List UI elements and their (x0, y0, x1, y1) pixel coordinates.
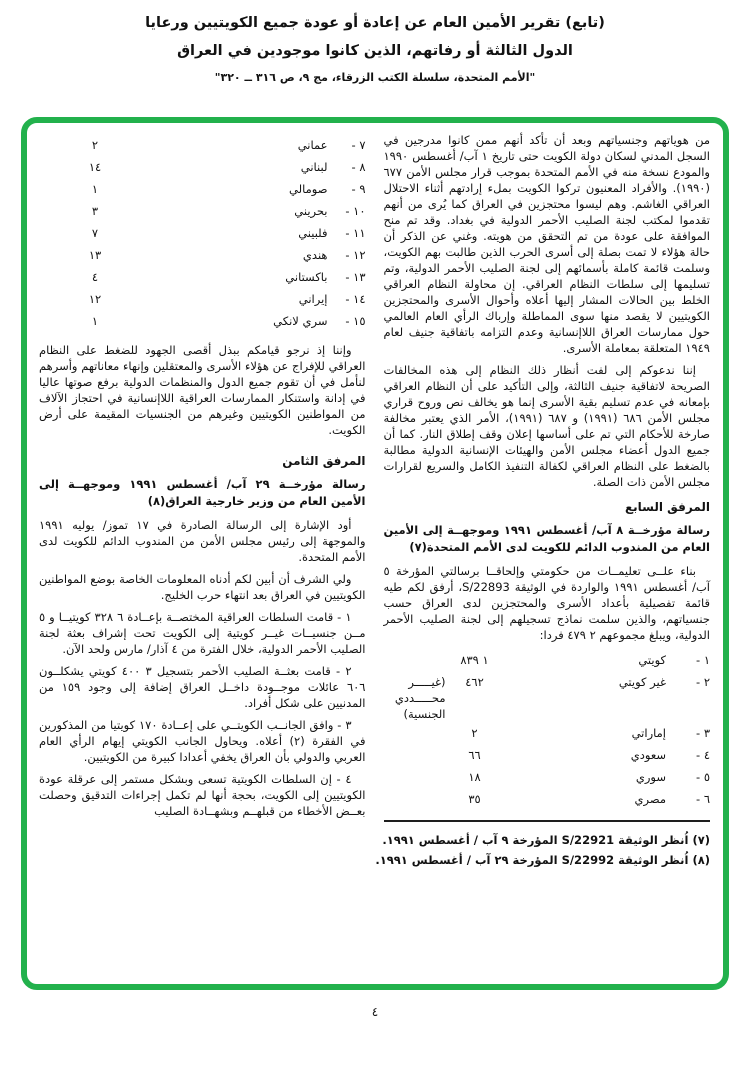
list-item-number: ١١ - (345, 226, 366, 240)
list-item-label: غير كويتي (618, 675, 666, 689)
list-item-value: ٢ (91, 138, 99, 152)
list-item-label: إيراني (298, 292, 328, 306)
list-item-value: ٢ (471, 726, 478, 740)
annex-8-heading: المرفق الثامن (282, 454, 366, 468)
list-item (39, 222, 366, 244)
annex-7-heading: المرفق السابع (624, 500, 710, 514)
list-item-note: (غيـــــر محـــــددي الجنسية) (394, 675, 446, 721)
list-item-value: ٦٦ (468, 748, 481, 762)
list-item-label: صومالي (289, 182, 328, 196)
content-border-box (21, 117, 729, 990)
list-item-label: لبناني (300, 160, 328, 174)
list-item-number: ٧ - (351, 138, 366, 152)
footnote-separator (384, 820, 711, 822)
list-item-value: ٤٦٢ (465, 675, 484, 689)
list-item (39, 156, 366, 178)
list-item-label: سعودي (630, 748, 666, 762)
paragraph-continuation: من هوياتهم وجنسياتهم وبعد أن تأكد أنهم ممن كانوا مدرجين في السجل المدني لسكان دولة الكويت حتى تاريخ ١ آب/ أغسطس ١٩٩٠ والمودع نسخة منه في الأمم المتحدة بموجب قرار مجلس الأمن ٦٧٧ (١٩٩٠). والأفراد المعنيون تركوا الكويت بملء إرادتهم أثناء الاحتلال العراقي الغاشم. وهم ليسوا محتجزين في العراق كما يُرى من أنهم تقدموا لمكتب لجنة الصليب الأحمر الدولية في بغداد. وقد تم منح الموافقة على عودة من تم التحقق من هويته. وغني عن الذكر أن حالة هؤلاء لا تمت بصلة إلى أسرى الحرب الذين طالبت بهم الكويت، وسلمت قائمة كاملة بأسمائهم إلى لجنة الصليب الأحمر الدولية، وتم تسليمها إلى سلطات النظام العراقي. إن محاولة النظام العراقي الخلط بين الحالات المشار إليها أعلاه وأحوال الأسرى والمحتجزين الكويتيين لا يقصد منها سوى المماطلة وإرباك الرأي العام العالمي حول ممارسات العراق اللاإنسانية وعدم التزامه باتفاقية جنيف لعام ١٩٤٩ المتعلقة بمعاملة الأسرى. (383, 133, 710, 355)
numbered-item-1: ١ - قامت السلطات العراقية المختصــة بإعــادة ٦ ٣٢٨ كويتيــا و ٥ مــن جنسيــات غيــر كويتية إلى الكويت تحت إشراف بعثة لجنة الصليب الأحمر الدولية، خلال الفترة من ٤ آذار/ مارس ولحد الآن. (39, 610, 366, 656)
header-title-line-1: (تابع) تقرير الأمين العام عن إعادة أو عودة جميع الكويتيين ورعايا (145, 15, 605, 31)
list-item-number: ٥ - (696, 770, 710, 784)
list-item (39, 134, 366, 156)
list-item-number: ١٣ - (345, 270, 366, 284)
annex-7-paragraph: بناء علــى تعليمــات من حكومتي وإلحاقــا برسالتي المؤرخة ٥ آب/ أغسطس ١٩٩١ والواردة في الوثيقة S/22893، أرفق لكم طيه قائمة تفصيلية بأعداد الأسرى والمحتجزين لدى العراق حسب جنسياتهم، والذين سلمت نماذج تسجيلهم إلى لجنة الصليب الأحمر الدولية، ويبلغ مجموعهم ٢ ٤٧٩ فردا: (383, 564, 710, 642)
list-item-note (384, 722, 446, 725)
list-item-number: ٩ - (351, 182, 366, 196)
page-header (0, 0, 750, 84)
list-item-number: ٨ - (351, 160, 366, 174)
list-item-label: باكستاني (285, 270, 328, 284)
list-item-note (384, 744, 446, 747)
list-item (39, 266, 366, 288)
list-item (384, 788, 711, 810)
list-item-number: ١٤ - (345, 292, 366, 306)
list-item-value: ١٨ (468, 770, 481, 784)
nationality-list-1-6 (384, 649, 711, 810)
two-column-layout (39, 132, 710, 978)
list-item-value: ١ (91, 182, 99, 196)
list-item-value: ١٣ (88, 248, 102, 262)
list-item (39, 244, 366, 266)
list-item-label: مصري (634, 792, 666, 806)
column-left (39, 132, 366, 978)
list-item-label: سري لانكي (273, 314, 328, 328)
list-item-value: ١ (91, 314, 99, 328)
list-item-label: إماراتي (631, 726, 666, 740)
list-item-value: ١ ٨٣٩ (460, 653, 489, 667)
list-item-value: ٣ (91, 204, 99, 218)
numbered-item-4: ٤ - إن السلطات الكويتية تسعى وبشكل مستمر إلى عرقلة عودة الكويتيين إلى الكويت، بحجة أنها لم تكمل إجراءات التدقيق وحصلت بعــض الأخطاء من قبلهــم وبشهــادة الصليب (39, 772, 366, 818)
paragraph-honor: ولي الشرف أن أبين لكم أدناه المعلومات الخاصة بوضع المواطنين الكويتيين في العراق بعد انتهاء حرب الخليج. (39, 572, 366, 602)
list-item (384, 722, 711, 744)
page-number: ٤ (371, 1005, 379, 1019)
header-source-citation: "الأمم المتحدة، سلسلة الكتب الزرقاء، مج ٩، ص ٣١٦ ــ ٣٢٠" (214, 71, 536, 84)
list-item (384, 671, 711, 722)
list-item (39, 310, 366, 332)
list-item-number: ١٢ - (345, 248, 366, 262)
list-item-label: فلبيني (298, 226, 328, 240)
list-item (39, 178, 366, 200)
list-item-number: ٦ - (696, 792, 710, 806)
list-item-value: ٣٥ (468, 792, 481, 806)
list-item-note (384, 766, 446, 769)
footnote-8: (٨) اُنظر الوثيقة S/22992 المؤرخة ٢٩ آب / أغسطس ١٩٩١. (375, 853, 710, 867)
list-item (384, 744, 711, 766)
nationality-list-7-15 (39, 134, 366, 332)
list-item-label: كويتي (638, 653, 666, 667)
list-item-note (384, 649, 446, 652)
annex-7-subheading: رسالة مؤرخــة ٨ آب/ أغسطس ١٩٩١ وموجهــة إلى الأمين العام من المندوب الدائم للكويت لدى الأمم المتحدة(٧) (383, 523, 710, 554)
list-item-label: سوري (635, 770, 666, 784)
list-item (384, 649, 711, 671)
list-item (39, 288, 366, 310)
annex-8-subheading: رسالة مؤرخــة ٢٩ آب/ أغسطس ١٩٩١ وموجهــة إلى الأمين العام من وزير خارجية العراق(٨) (39, 477, 366, 508)
list-item-value: ٧ (91, 226, 99, 240)
paragraph-appeal: إننا ندعوكم إلى لفت أنظار ذلك النظام إلى هذه المخالفات الصريحة لاتفاقية جنيف الثالثة، وإلى التأكيد على أن النظام العراقي بإمعانه في عدم تسليم بقية الأسرى إنما هو يخالف نص وروح قراري مجلس الأمن ٦٨٦ (١٩٩١) و ٦٨٧ (١٩٩١)، الأمر الذي يعتبر مخالفة صارخة للأحكام التي تم على أساسها إعلان وقف إطلاق النار. كما أن جميع الدول أعضاء مجلس الأمن والهيئات الإنسانية الدولية مطالبة بالضغط على النظام العراقي لكفالة التنفيذ الكامل والسريع لقرارات مجلس الأمن ذات الصلة. (383, 363, 710, 489)
list-item-number: ٣ - (696, 726, 710, 740)
numbered-item-3: ٣ - وافق الجانــب الكويتــي على إعــادة ١٧٠ كويتيا من المذكورين في الفقرة (٢) أعلاه. ويحاول الجانب الكويتي إيهام الرأي العام العربي والدولي بأن العراق يخفي أعدادا كبيرة من الكويتيين. (39, 718, 366, 764)
list-item-value: ١٤ (88, 160, 102, 174)
list-item-number: ٢ - (696, 675, 710, 689)
list-item-note (384, 788, 446, 791)
list-item-number: ١٠ - (345, 204, 366, 218)
list-item-label: هندي (302, 248, 328, 262)
column-right (375, 132, 711, 978)
list-item-number: ١٥ - (345, 314, 366, 328)
list-item (39, 200, 366, 222)
list-item (384, 766, 711, 788)
header-title-line-2: الدول الثالثة أو رفاتهم، الذين كانوا موجودين في العراق (177, 42, 573, 59)
paragraph-reference: أود الإشارة إلى الرسالة الصادرة في ١٧ تموز/ يوليه ١٩٩١ والموجهة إلى رئيس مجلس الأمن من المندوب الدائم للكويت لدى الأمم المتحدة. (39, 518, 366, 564)
list-item-label: بحريني (294, 204, 328, 218)
footnote-7: (٧) اُنظر الوثيقة S/22921 المؤرخة ٩ آب / أغسطس ١٩٩١. (382, 833, 710, 847)
list-item-number: ١ - (696, 653, 710, 667)
list-item-value: ١٢ (88, 292, 102, 306)
list-item-label: عماني (297, 138, 328, 152)
numbered-item-2: ٢ - قامت بعثــة الصليب الأحمر بتسجيل ٣ ٤٠٠ كويتي يشكلــون ٦٠٦ عائلات موجــودة داخــل العراق إضافة إلى وجود ١٥٩ من المدنيين على شكل أفراد. (39, 664, 366, 710)
paragraph-plea: وإننا إذ نرجو قيامكم ببذل أقصى الجهود للضغط على النظام العراقي للإفراج عن هؤلاء الأسرى والمعتقلين وإنهاء معاناتهم وأسرهم لنأمل في أن تقوم جميع الدول والمنظمات الدولية برفع صوتها عاليا في إدانة واستنكار الممارسات العراقية اللاإنسانية في احتجاز الآلاف من المواطنين الكويتيين وغيرهم من الجنسيات المقيمة على أرض الكويت. (39, 343, 366, 437)
list-item-value: ٤ (91, 270, 99, 284)
list-item-number: ٤ - (696, 748, 710, 762)
